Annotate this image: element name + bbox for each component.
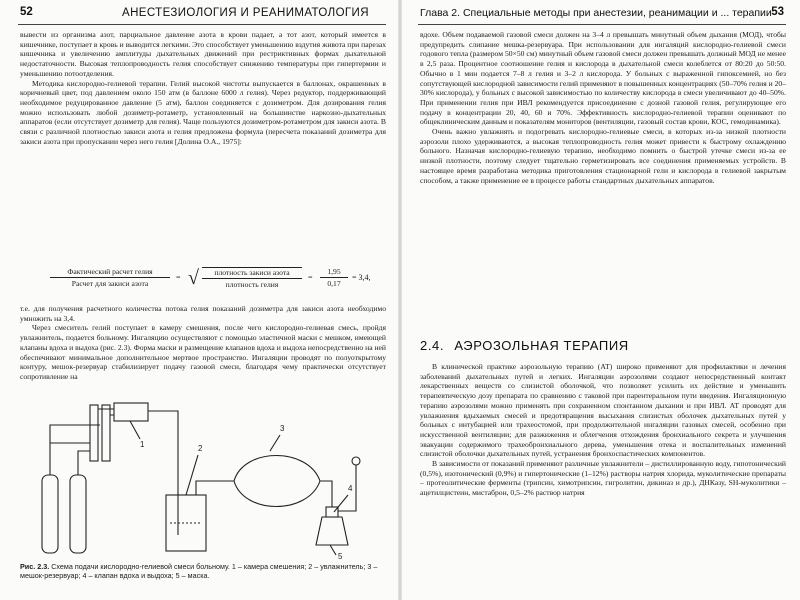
formula-right-fraction <box>202 267 302 289</box>
oxygen-helium-apparatus-diagram <box>30 395 370 560</box>
right-text-top <box>420 30 786 185</box>
flowmeter-tube <box>102 405 110 461</box>
left-text-mid <box>20 304 386 382</box>
formula-right-denominator: плотность гелия <box>225 280 279 289</box>
section-heading <box>420 338 629 353</box>
helium-formula <box>50 265 380 301</box>
right-page <box>410 0 796 600</box>
formula-value-fraction <box>320 267 348 288</box>
mixing-chamber <box>114 403 148 421</box>
formula-value-denominator: 0,17 <box>327 279 341 288</box>
paragraph: В клинической практике аэрозольную терапию (АТ) широко применяют для профилактики и лечения заболеваний дыхательных путей и легких. Ингаляции аэрозолями создают непосредственный контакт лекарственных веществ со слизистой оболочкой, что позволяет усилить их действие и уменьшить терапевтическую дозу препарата по сравнению с таковой при парентеральном пути введения. Ингаляционную терапию аэрозолями можно применять при сохраненном спонтанном дыхании и при ИВЛ. АТ проводят для увлажнения вдыхаемых смесей и предотвращения высыхания слизистых оболочек дыхательных путей у больных с интубацией или трахеостомой, при продолжительной ингаляции газовых смесей, особенно при искусственной вентиляции; для разжижения и облегчения отхождения бронхиального секрета и улучшения эвакуации содержимого трахеобронхиального дерева, уменьшения отека и воспалительных изменений слизистой оболочки дыхательных путей, устранения бронхоспастических компонентов. <box>420 362 786 459</box>
left-running-title: АНЕСТЕЗИОЛОГИЯ И РЕАНИМАТОЛОГИЯ <box>122 7 369 19</box>
flowmeter-tube <box>90 405 98 461</box>
label-2: 2 <box>198 444 203 453</box>
formula-value-numerator: 1,95 <box>320 267 348 278</box>
formula-right-numerator: плотность закиси азота <box>202 268 302 279</box>
book-gutter <box>398 0 402 600</box>
left-running-head <box>10 6 396 24</box>
oxygen-cylinder <box>42 475 58 553</box>
right-page-number: 53 <box>771 6 784 18</box>
caption-text: Схема подачи кислородно-гелиевой смеси больному. 1 – камера смешения; 2 – увлажнитель; 3 – мешок-резервуар; 4 – клапан вдоха и выдоха; 5 – маска. <box>20 562 378 580</box>
paragraph: Через смеситель гелий поступает в камеру смешения, после чего кислородно-гелиевая смесь, пройдя увлажнитель, подается больному. Ингаляцию осуществляют с помощью эластичной маски с мешком, имеющей клапаны вдоха и выдоха (рис. 2.3). Форма маски и размещение клапанов вдоха и выдоха непосредственно на ней обеспечивают минимальное дополнительное мертвое пространство. Ингаляции проводят по полуоткрытому контуру, мешок-резервуар стабилизирует подачу газовой смеси, благодаря чему практически отсутствует сопротивление на <box>20 323 386 381</box>
label-1: 1 <box>140 440 145 449</box>
formula-sqrt-sign: √ <box>188 267 199 289</box>
paragraph: вдохе. Объем подаваемой газовой смеси должен на 3–4 л превышать минутный объем дыхания (МОД), чтобы предупредить слипание мешка-резервуара. При использовании для ингаляций кислородно-гелиевой смеси годового тепла (размером 50×50 см) минутный объем газовой смеси должен превышать должный МОД не менее в 2,5 раза. Процентное соотношение гелия и кислорода в дыхательной смеси колеблется от 80:20 до 50:50. Обычно в 1 мин подается 7–8 л гелия и 3–2 л кислорода. У больных с выраженной гипоксемией, но без сопутствующей кислородной зависимости гелий применяют в повышенных концентрациях (50–70% гелия и 20–30% кислорода), у больных с высокой зависимостью по количеству кислорода в смеси увеличивают до 40–50%. При применении гелия при ИВЛ рекомендуется присоединение с дозной газовой гелия, регулирующее его подачу в концентрации 20, 40, 60 и 70%. Эффективность кислородно-гелиевой терапии оценивают по общеклиническим данным и показателям мониторов (вентиляции, газовый состав крови, КОС, гемодинамика). <box>420 30 786 127</box>
helium-cylinder <box>70 475 86 553</box>
left-text-top <box>20 30 386 146</box>
left-page-number: 52 <box>20 6 33 18</box>
formula-equals: = <box>176 273 181 282</box>
left-page <box>10 0 396 600</box>
right-running-title: Глава 2. Специальные методы при анестезии, реанимации и ... терапии <box>420 7 772 19</box>
formula-left-numerator: Фактический расчет гелия <box>50 267 170 278</box>
reservoir-bag <box>234 456 320 507</box>
paragraph: т.е. для получения расчетного количества потока гелия показаний дозиметра для закиси азота необходимо умножить на 3,4. <box>20 304 386 323</box>
formula-equals-2: = <box>308 273 313 282</box>
paragraph: Методика кислородно-гелиевой терапии. Гелий высокой чистоты выпускается в баллонах, окрашенных в коричневый цвет, под давлением около 150 атм (в баллоне 6000 л гелия). Через редуктор, поддерживающий необходимое редуцированное давление (5 атм), баллон соединяется с дозиметром. Для дозирования гелия можно использовать любой дозиметр-ротаметр, установленный на большинстве наркозно-дыхательных аппаратов (если отсутствует дозиметр для гелия). Чаще пользуются дозиметром-ротаметром для закиси азота. В связи с различной плотностью закиси азота и гелия предложена формула (пересчета показаний дозиметра для закиси азота при пропускании через него гелия [Долина О.А., 1975]: <box>20 78 386 146</box>
formula-left-denominator: Расчет для закиси азота <box>71 279 149 288</box>
section-title: АЭРОЗОЛЬНАЯ ТЕРАПИЯ <box>454 338 629 353</box>
caption-label: Рис. 2.3. <box>20 562 50 571</box>
right-header-rule <box>418 24 786 25</box>
section-number: 2.4. <box>420 338 445 353</box>
right-text-bottom <box>420 362 786 498</box>
paragraph: Очень важно увлажнять и подогревать кислородно-гелиевые смеси, в которых из-за низкой плотности аэрозоли плохо удерживаются, а высокая теплопроводность гелия может привести к быстрому охлаждению больного. Назначая кислородно-гелиевую терапию, необходимо помнить о быстрой утечке смеси из-за ее низкой плотности, поэтому следует тщательно герметизировать все соединения применяемых устройств. В настоящее время разработана методика приготовления стационарной гели и кислорода в гелиевой закрытым способом, а также применение ее в процессе работы стандартных дыхательных аппаратов. <box>420 127 786 185</box>
label-5: 5 <box>338 552 343 560</box>
label-4: 4 <box>348 484 353 493</box>
paragraph: вывести из организма азот, парциальное давление азота в крови падает, а тот азот, который имеется в кишечнике, поступает в кровь и выводится легкими. Это способствует уменьшению вздутия живота при парезах кишечника и увеличению амплитуды дыхательных движений при рестриктивных формах дыхательной недостаточности. Высокая теплопроводность гелия способствует снижению температуры при гипертермии и уменьшению потоотделения. <box>20 30 386 78</box>
figure-caption <box>20 562 386 580</box>
face-mask <box>316 517 348 545</box>
right-running-head <box>410 6 796 24</box>
left-header-rule <box>18 24 386 25</box>
label-3: 3 <box>280 424 285 433</box>
paragraph: В зависимости от показаний применяют различные увлажнители – дистиллированную воду, гипотонический (0,5%), изотонический (0,9%) и гипертонические (1–12%) растворы натрия хлорида, муколитические препараты – протеолитические ферменты (трипсин, химотрипсин, гигролитин, дикиназ и др.), ДНКазу, SH-муколитики – ацетилцистеин, мистаброн, 0,5–2% раствор натрия <box>420 459 786 498</box>
formula-result: = 3,4, <box>352 273 371 282</box>
formula-left-fraction <box>50 267 170 288</box>
